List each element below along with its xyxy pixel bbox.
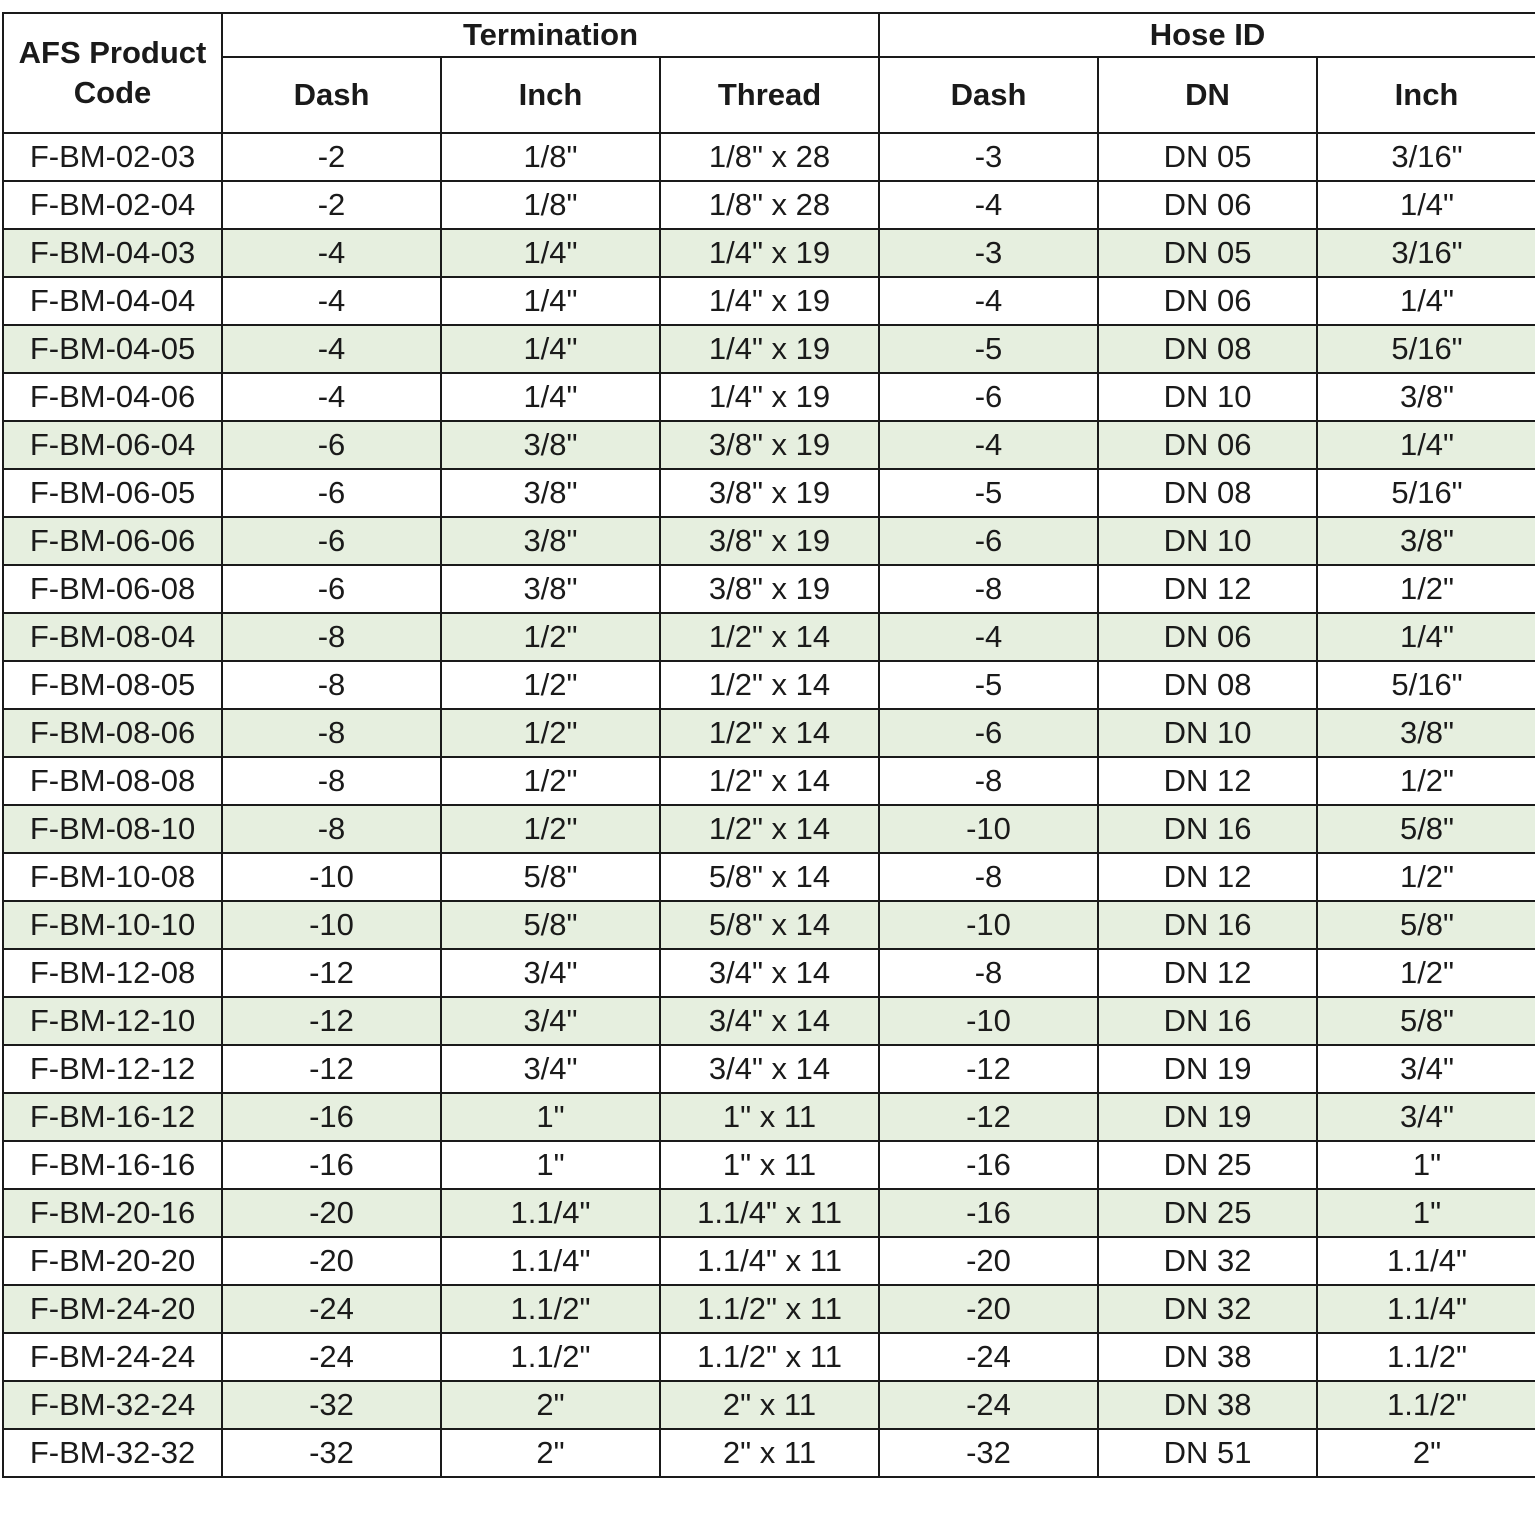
header-column-row	[3, 57, 1535, 133]
termination-inch-cell: 5/8"	[441, 901, 660, 949]
termination-dash-cell: -24	[222, 1285, 441, 1333]
termination-dash-cell: -2	[222, 181, 441, 229]
hose-dash-cell: -5	[879, 469, 1098, 517]
termination-dash-cell: -20	[222, 1237, 441, 1285]
termination-inch-cell: 1/2"	[441, 805, 660, 853]
hose-inch-cell: 1.1/4"	[1317, 1285, 1535, 1333]
termination-dash-cell: -4	[222, 373, 441, 421]
hose-fitting-spec-table	[2, 12, 1535, 1478]
column-header-termination-inch: Inch	[441, 57, 660, 133]
thread-cell: 1/2" x 14	[660, 613, 879, 661]
product-code-cell: F-BM-06-06	[3, 517, 222, 565]
termination-dash-cell: -10	[222, 853, 441, 901]
product-code-cell: F-BM-02-04	[3, 181, 222, 229]
termination-dash-cell: -8	[222, 709, 441, 757]
table-row	[3, 661, 1535, 709]
hose-dn-cell: DN 25	[1098, 1189, 1317, 1237]
column-header-thread: Thread	[660, 57, 879, 133]
termination-inch-cell: 2"	[441, 1381, 660, 1429]
thread-cell: 3/4" x 14	[660, 949, 879, 997]
hose-dash-cell: -20	[879, 1285, 1098, 1333]
table-row	[3, 1333, 1535, 1381]
hose-dn-cell: DN 16	[1098, 805, 1317, 853]
hose-inch-cell: 3/4"	[1317, 1045, 1535, 1093]
hose-inch-cell: 3/8"	[1317, 517, 1535, 565]
hose-dn-cell: DN 05	[1098, 229, 1317, 277]
hose-dash-cell: -8	[879, 853, 1098, 901]
termination-inch-cell: 1/2"	[441, 613, 660, 661]
termination-dash-cell: -8	[222, 613, 441, 661]
thread-cell: 1/4" x 19	[660, 325, 879, 373]
table-row	[3, 949, 1535, 997]
termination-inch-cell: 2"	[441, 1429, 660, 1477]
termination-dash-cell: -2	[222, 133, 441, 181]
hose-inch-cell: 5/8"	[1317, 805, 1535, 853]
hose-inch-cell: 1.1/2"	[1317, 1381, 1535, 1429]
termination-inch-cell: 1/2"	[441, 709, 660, 757]
column-header-hose-dash: Dash	[879, 57, 1098, 133]
hose-inch-cell: 1/2"	[1317, 757, 1535, 805]
product-code-cell: F-BM-04-04	[3, 277, 222, 325]
table-row	[3, 1285, 1535, 1333]
hose-inch-cell: 1"	[1317, 1141, 1535, 1189]
hose-dn-cell: DN 19	[1098, 1045, 1317, 1093]
thread-cell: 3/4" x 14	[660, 997, 879, 1045]
hose-dash-cell: -6	[879, 709, 1098, 757]
product-code-cell: F-BM-06-05	[3, 469, 222, 517]
termination-inch-cell: 1/4"	[441, 277, 660, 325]
product-code-cell: F-BM-08-06	[3, 709, 222, 757]
hose-dash-cell: -4	[879, 181, 1098, 229]
termination-dash-cell: -4	[222, 325, 441, 373]
hose-dash-cell: -5	[879, 661, 1098, 709]
hose-inch-cell: 3/16"	[1317, 229, 1535, 277]
termination-dash-cell: -12	[222, 949, 441, 997]
hose-dn-cell: DN 06	[1098, 277, 1317, 325]
hose-dash-cell: -24	[879, 1333, 1098, 1381]
hose-dn-cell: DN 10	[1098, 373, 1317, 421]
product-code-cell: F-BM-10-10	[3, 901, 222, 949]
hose-inch-cell: 1/4"	[1317, 181, 1535, 229]
hose-dash-cell: -5	[879, 325, 1098, 373]
table-row	[3, 469, 1535, 517]
hose-inch-cell: 1.1/2"	[1317, 1333, 1535, 1381]
hose-dn-cell: DN 32	[1098, 1285, 1317, 1333]
termination-inch-cell: 3/4"	[441, 949, 660, 997]
hose-inch-cell: 5/16"	[1317, 661, 1535, 709]
thread-cell: 1.1/4" x 11	[660, 1237, 879, 1285]
termination-dash-cell: -24	[222, 1333, 441, 1381]
hose-dash-cell: -6	[879, 517, 1098, 565]
table-row	[3, 613, 1535, 661]
termination-dash-cell: -6	[222, 421, 441, 469]
termination-inch-cell: 1"	[441, 1093, 660, 1141]
thread-cell: 3/4" x 14	[660, 1045, 879, 1093]
column-header-hose-inch: Inch	[1317, 57, 1535, 133]
thread-cell: 1/4" x 19	[660, 229, 879, 277]
termination-inch-cell: 3/4"	[441, 1045, 660, 1093]
thread-cell: 1" x 11	[660, 1093, 879, 1141]
product-code-cell: F-BM-20-20	[3, 1237, 222, 1285]
product-code-cell: F-BM-24-24	[3, 1333, 222, 1381]
table-row	[3, 181, 1535, 229]
thread-cell: 1.1/2" x 11	[660, 1285, 879, 1333]
product-code-cell: F-BM-32-32	[3, 1429, 222, 1477]
termination-inch-cell: 1/2"	[441, 661, 660, 709]
hose-dash-cell: -8	[879, 949, 1098, 997]
hose-inch-cell: 1/2"	[1317, 949, 1535, 997]
termination-inch-cell: 1.1/2"	[441, 1285, 660, 1333]
table-row	[3, 1237, 1535, 1285]
table-row	[3, 997, 1535, 1045]
thread-cell: 3/8" x 19	[660, 469, 879, 517]
table-row	[3, 229, 1535, 277]
hose-dash-cell: -8	[879, 757, 1098, 805]
product-code-cell: F-BM-08-05	[3, 661, 222, 709]
hose-dn-cell: DN 10	[1098, 517, 1317, 565]
thread-cell: 1/4" x 19	[660, 277, 879, 325]
hose-dash-cell: -20	[879, 1237, 1098, 1285]
hose-dn-cell: DN 16	[1098, 997, 1317, 1045]
product-code-cell: F-BM-12-08	[3, 949, 222, 997]
hose-dn-cell: DN 08	[1098, 325, 1317, 373]
hose-dash-cell: -12	[879, 1093, 1098, 1141]
termination-inch-cell: 3/8"	[441, 565, 660, 613]
table-row	[3, 1141, 1535, 1189]
table-row	[3, 1381, 1535, 1429]
thread-cell: 3/8" x 19	[660, 421, 879, 469]
termination-inch-cell: 3/8"	[441, 517, 660, 565]
table-row	[3, 421, 1535, 469]
hose-inch-cell: 1/4"	[1317, 613, 1535, 661]
table-row	[3, 277, 1535, 325]
thread-cell: 1/2" x 14	[660, 709, 879, 757]
hose-inch-cell: 5/8"	[1317, 997, 1535, 1045]
hose-dn-cell: DN 12	[1098, 853, 1317, 901]
table-header	[3, 13, 1535, 133]
product-code-cell: F-BM-24-20	[3, 1285, 222, 1333]
termination-dash-cell: -8	[222, 661, 441, 709]
termination-group-header: Termination	[222, 13, 879, 57]
hose-dn-cell: DN 10	[1098, 709, 1317, 757]
hose-dash-cell: -24	[879, 1381, 1098, 1429]
product-code-cell: F-BM-04-05	[3, 325, 222, 373]
hose-dn-cell: DN 12	[1098, 757, 1317, 805]
termination-inch-cell: 3/8"	[441, 469, 660, 517]
hose-dash-cell: -16	[879, 1189, 1098, 1237]
table-row	[3, 901, 1535, 949]
hose-dn-cell: DN 19	[1098, 1093, 1317, 1141]
termination-dash-cell: -20	[222, 1189, 441, 1237]
product-code-cell: F-BM-02-03	[3, 133, 222, 181]
thread-cell: 1" x 11	[660, 1141, 879, 1189]
termination-inch-cell: 1/4"	[441, 325, 660, 373]
product-code-cell: F-BM-08-04	[3, 613, 222, 661]
termination-dash-cell: -16	[222, 1093, 441, 1141]
table-row	[3, 1429, 1535, 1477]
table-row	[3, 757, 1535, 805]
product-code-cell: F-BM-16-12	[3, 1093, 222, 1141]
thread-cell: 1/4" x 19	[660, 373, 879, 421]
hose-dash-cell: -4	[879, 421, 1098, 469]
termination-inch-cell: 3/8"	[441, 421, 660, 469]
hose-dn-cell: DN 05	[1098, 133, 1317, 181]
termination-dash-cell: -10	[222, 901, 441, 949]
hose-inch-cell: 3/4"	[1317, 1093, 1535, 1141]
table-row	[3, 565, 1535, 613]
hose-inch-cell: 1"	[1317, 1189, 1535, 1237]
hose-dn-cell: DN 08	[1098, 661, 1317, 709]
hose-dash-cell: -3	[879, 133, 1098, 181]
product-code-cell: F-BM-16-16	[3, 1141, 222, 1189]
product-code-cell: F-BM-10-08	[3, 853, 222, 901]
hose-inch-cell: 2"	[1317, 1429, 1535, 1477]
termination-inch-cell: 1.1/2"	[441, 1333, 660, 1381]
product-code-cell: F-BM-06-08	[3, 565, 222, 613]
hose-dash-cell: -12	[879, 1045, 1098, 1093]
hose-inch-cell: 1.1/4"	[1317, 1237, 1535, 1285]
hose-dn-cell: DN 32	[1098, 1237, 1317, 1285]
hose-inch-cell: 5/16"	[1317, 325, 1535, 373]
hose-dn-cell: DN 38	[1098, 1333, 1317, 1381]
hose-dash-cell: -10	[879, 805, 1098, 853]
hose-inch-cell: 1/4"	[1317, 277, 1535, 325]
thread-cell: 1.1/4" x 11	[660, 1189, 879, 1237]
termination-inch-cell: 3/4"	[441, 997, 660, 1045]
termination-dash-cell: -32	[222, 1381, 441, 1429]
table-row	[3, 709, 1535, 757]
table-row	[3, 805, 1535, 853]
termination-dash-cell: -8	[222, 805, 441, 853]
termination-inch-cell: 5/8"	[441, 853, 660, 901]
termination-dash-cell: -6	[222, 517, 441, 565]
thread-cell: 1.1/2" x 11	[660, 1333, 879, 1381]
table-row	[3, 517, 1535, 565]
table-body	[3, 133, 1535, 1477]
termination-dash-cell: -6	[222, 565, 441, 613]
thread-cell: 5/8" x 14	[660, 853, 879, 901]
hose-dash-cell: -4	[879, 613, 1098, 661]
table-row	[3, 1189, 1535, 1237]
hose-dn-cell: DN 51	[1098, 1429, 1317, 1477]
column-header-dn: DN	[1098, 57, 1317, 133]
table-row	[3, 1045, 1535, 1093]
termination-inch-cell: 1.1/4"	[441, 1237, 660, 1285]
table-row	[3, 1093, 1535, 1141]
termination-dash-cell: -12	[222, 1045, 441, 1093]
termination-inch-cell: 1/4"	[441, 373, 660, 421]
thread-cell: 3/8" x 19	[660, 565, 879, 613]
hose-inch-cell: 5/8"	[1317, 901, 1535, 949]
termination-dash-cell: -6	[222, 469, 441, 517]
product-code-cell: F-BM-04-06	[3, 373, 222, 421]
product-code-cell: F-BM-20-16	[3, 1189, 222, 1237]
hose-dn-cell: DN 25	[1098, 1141, 1317, 1189]
termination-inch-cell: 1"	[441, 1141, 660, 1189]
termination-inch-cell: 1/4"	[441, 229, 660, 277]
table-row	[3, 325, 1535, 373]
thread-cell: 5/8" x 14	[660, 901, 879, 949]
termination-dash-cell: -8	[222, 757, 441, 805]
termination-inch-cell: 1/2"	[441, 757, 660, 805]
hose-inch-cell: 1/4"	[1317, 421, 1535, 469]
thread-cell: 1/8" x 28	[660, 181, 879, 229]
hose-dn-cell: DN 06	[1098, 421, 1317, 469]
product-code-cell: F-BM-06-04	[3, 421, 222, 469]
termination-dash-cell: -12	[222, 997, 441, 1045]
hose-inch-cell: 3/8"	[1317, 373, 1535, 421]
product-code-cell: F-BM-12-12	[3, 1045, 222, 1093]
hose-dash-cell: -3	[879, 229, 1098, 277]
termination-dash-cell: -4	[222, 229, 441, 277]
hose-dash-cell: -8	[879, 565, 1098, 613]
product-code-cell: F-BM-32-24	[3, 1381, 222, 1429]
thread-cell: 1/2" x 14	[660, 757, 879, 805]
table-row	[3, 373, 1535, 421]
hose-dash-cell: -6	[879, 373, 1098, 421]
hose-inch-cell: 3/16"	[1317, 133, 1535, 181]
hose-inch-cell: 5/16"	[1317, 469, 1535, 517]
hose-dn-cell: DN 06	[1098, 613, 1317, 661]
header-group-row	[3, 13, 1535, 57]
thread-cell: 1/8" x 28	[660, 133, 879, 181]
termination-dash-cell: -4	[222, 277, 441, 325]
hose-id-group-header: Hose ID	[879, 13, 1535, 57]
product-code-cell: F-BM-08-10	[3, 805, 222, 853]
hose-dn-cell: DN 38	[1098, 1381, 1317, 1429]
thread-cell: 2" x 11	[660, 1381, 879, 1429]
product-code-cell: F-BM-12-10	[3, 997, 222, 1045]
hose-dash-cell: -4	[879, 277, 1098, 325]
hose-dn-cell: DN 08	[1098, 469, 1317, 517]
termination-dash-cell: -32	[222, 1429, 441, 1477]
hose-inch-cell: 1/2"	[1317, 565, 1535, 613]
thread-cell: 1/2" x 14	[660, 805, 879, 853]
thread-cell: 3/8" x 19	[660, 517, 879, 565]
hose-dash-cell: -32	[879, 1429, 1098, 1477]
termination-inch-cell: 1/8"	[441, 181, 660, 229]
column-header-termination-dash: Dash	[222, 57, 441, 133]
hose-inch-cell: 3/8"	[1317, 709, 1535, 757]
termination-dash-cell: -16	[222, 1141, 441, 1189]
thread-cell: 2" x 11	[660, 1429, 879, 1477]
hose-dash-cell: -10	[879, 997, 1098, 1045]
hose-dn-cell: DN 06	[1098, 181, 1317, 229]
hose-dn-cell: DN 16	[1098, 901, 1317, 949]
table-row	[3, 853, 1535, 901]
thread-cell: 1/2" x 14	[660, 661, 879, 709]
product-code-cell: F-BM-08-08	[3, 757, 222, 805]
hose-dash-cell: -16	[879, 1141, 1098, 1189]
hose-dn-cell: DN 12	[1098, 565, 1317, 613]
termination-inch-cell: 1.1/4"	[441, 1189, 660, 1237]
hose-dn-cell: DN 12	[1098, 949, 1317, 997]
hose-inch-cell: 1/2"	[1317, 853, 1535, 901]
product-code-header: AFS Product Code	[3, 13, 222, 133]
table-row	[3, 133, 1535, 181]
hose-dash-cell: -10	[879, 901, 1098, 949]
product-code-cell: F-BM-04-03	[3, 229, 222, 277]
termination-inch-cell: 1/8"	[441, 133, 660, 181]
